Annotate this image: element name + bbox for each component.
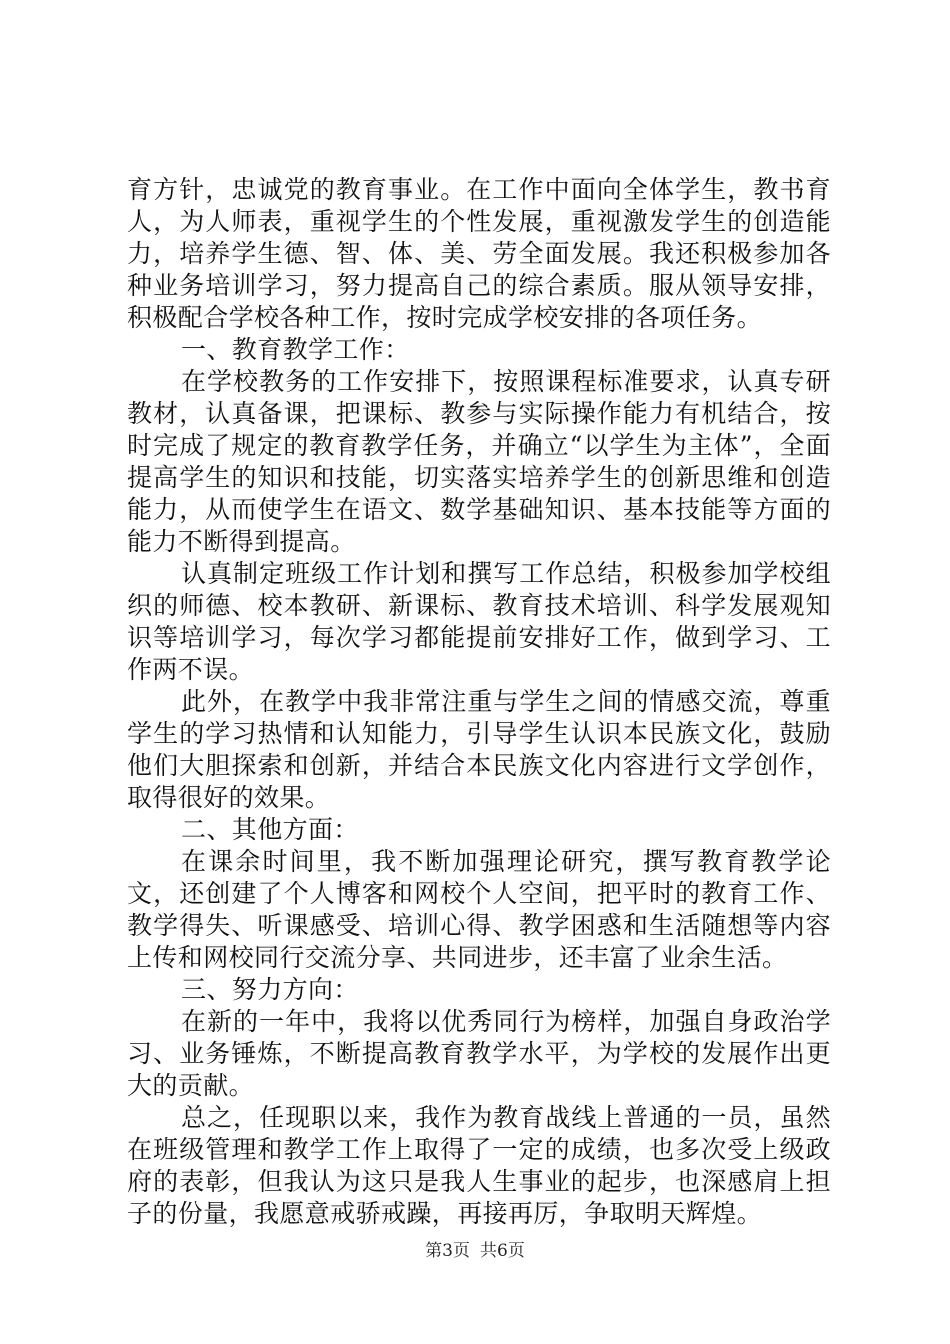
paragraph-student-communication: 此外，在教学中我非常注重与学生之间的情感交流，尊重学生的学习热情和认知能力，引导学生认识本民族文化，鼓励他们大胆探索和创新，并结合本民族文化内容进行文学创作，取得很好的效果。 <box>127 687 831 812</box>
paragraph-new-year: 在新的一年中，我将以优秀同行为榜样，加强自身政治学习、业务锤炼，不断提高教育教学水平，为学校的发展作出更大的贡献。 <box>127 1007 831 1100</box>
document-body <box>127 174 831 1230</box>
page-number: 第3页 <box>425 1241 470 1261</box>
paragraph-conclusion: 总之，任现职以来，我作为教育战线上普通的一员，虽然在班级管理和教学工作上取得了一定的成绩，也多次受上级政府的表彰，但我认为这只是我人生事业的起步，也深感肩上担子的份量，我愿意戒骄戒躁，再接再厉，争取明天辉煌。 <box>127 1103 831 1228</box>
paragraph-training: 认真制定班级工作计划和撰写工作总结，积极参加学校组织的师德、校本教研、新课标、教育技术培训、科学发展观知识等培训学习，每次学习都能提前安排好工作，做到学习、工作两不误。 <box>127 559 831 684</box>
page-total: 共6页 <box>480 1241 525 1261</box>
section-heading-other: 二、其他方面： <box>181 815 359 844</box>
paragraph-continuation: 育方针，忠诚党的教育事业。在工作中面向全体学生，教书育人，为人师表，重视学生的个性发展，重视激发学生的创造能力，培养学生德、智、体、美、劳全面发展。我还积极参加各种业务培训学习，努力提高自己的综合素质。服从领导安排，积极配合学校各种工作，按时完成学校安排的各项任务。 <box>127 175 831 332</box>
paragraph-teaching-work: 在学校教务的工作安排下，按照课程标准要求，认真专研教材，认真备课，把课标、教参与实际操作能力有机结合，按时完成了规定的教育教学任务，并确立“以学生为主体”，全面提高学生的知识和技能，切实落实培养学生的创新思维和创造能力，从而使学生在语文、数学基础知识、基本技能等方面的能力不断得到提高。 <box>127 367 831 556</box>
section-heading-teaching: 一、教育教学工作： <box>181 335 410 364</box>
section-heading-direction: 三、努力方向： <box>181 975 359 1004</box>
page-footer <box>0 1240 950 1262</box>
paragraph-research: 在课余时间里，我不断加强理论研究，撰写教育教学论文，还创建了个人博客和网校个人空间，把平时的教育工作、教学得失、听课感受、培训心得、教学困惑和生活随想等内容上传和网校同行交流分享、共同进步，还丰富了业余生活。 <box>127 847 831 972</box>
